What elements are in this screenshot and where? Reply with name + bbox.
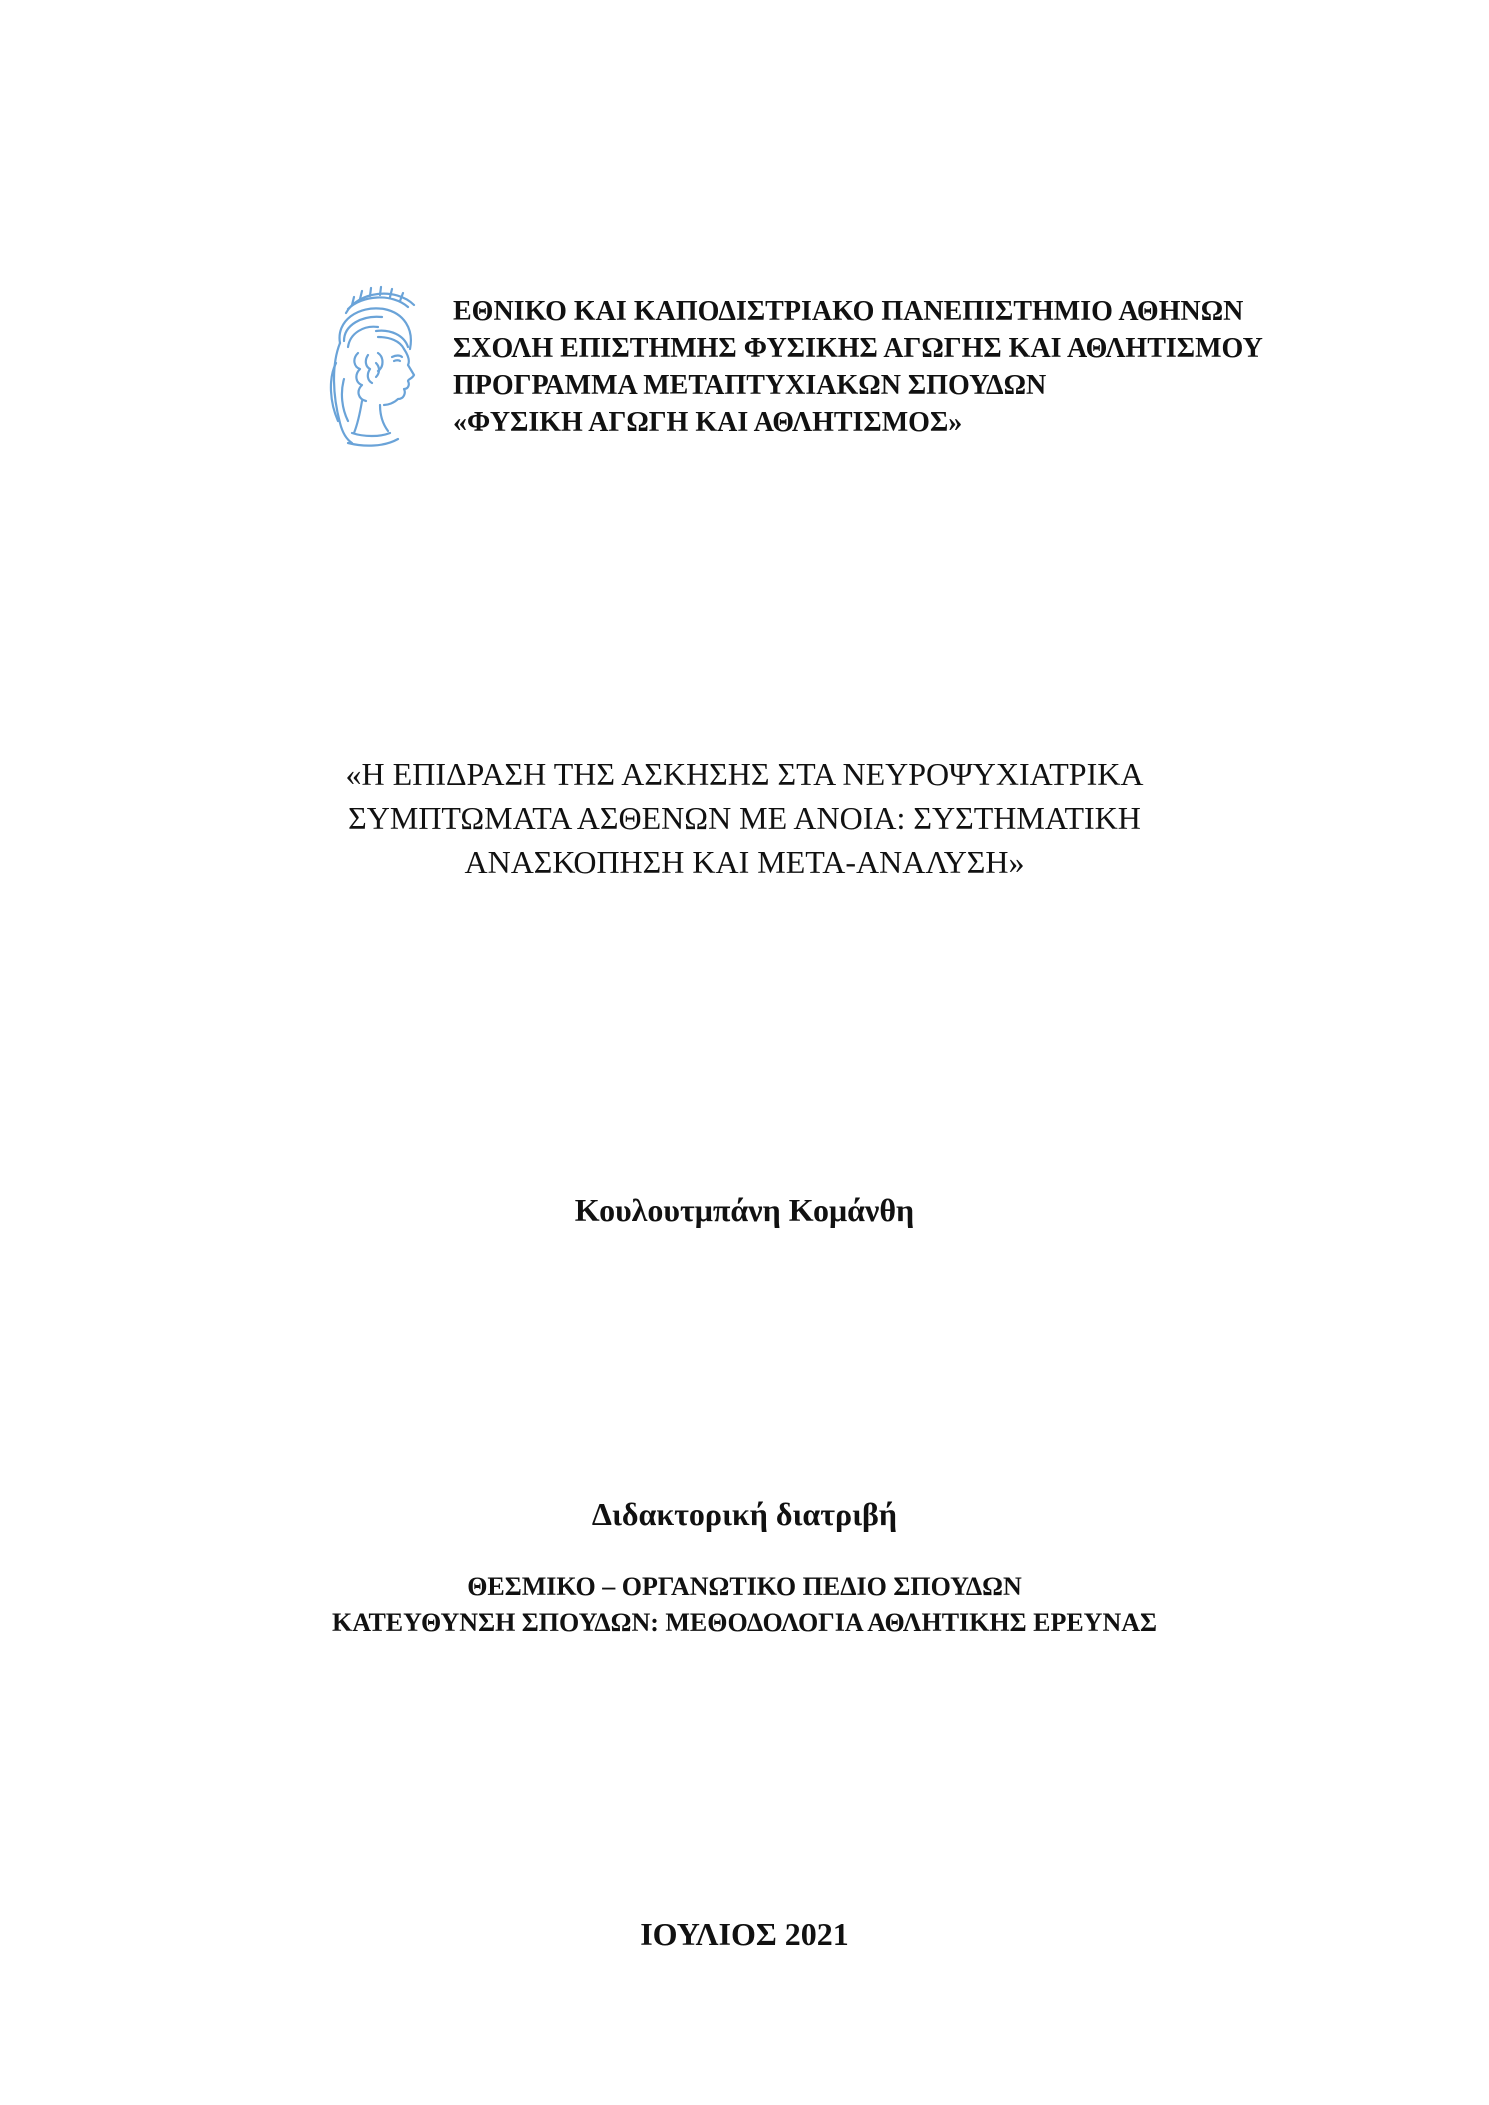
study-field: ΘΕΣΜΙΚΟ – ΟΡΓΑΝΩΤΙΚΟ ΠΕΔΙΟ ΣΠΟΥΔΩΝ <box>467 1572 1022 1601</box>
study-info <box>0 1569 1489 1641</box>
thesis-title-line-3: ΑΝΑΣΚΟΠΗΣΗ ΚΑΙ ΜΕΤΑ-ΑΝΑΛΥΣΗ» <box>464 844 1025 880</box>
thesis-title-line-2: ΣΥΜΠΤΩΜΑΤΑ ΑΣΘΕΝΩΝ ΜΕ ΑΝΟΙΑ: ΣΥΣΤΗΜΑΤΙΚΗ <box>348 800 1141 836</box>
study-direction: ΚΑΤΕΥΘΥΝΣΗ ΣΠΟΥΔΩΝ: ΜΕΘΟΔΟΛΟΓΙΑ ΑΘΛΗΤΙΚΗΣ ΕΡΕΥΝΑΣ <box>331 1608 1157 1637</box>
document-type: Διδακτορική διατριβή <box>591 1496 898 1532</box>
author-name: Κουλουτμπάνη Κομάνθη <box>574 1192 915 1228</box>
publication-date: ΙΟΥΛΙΟΣ 2021 <box>640 1916 849 1952</box>
institution-program: ΠΡΟΓΡΑΜΜΑ ΜΕΤΑΠΤΥΧΙΑΚΩΝ ΣΠΟΥΔΩΝ <box>453 370 1047 401</box>
institution-school: ΣΧΟΛΗ ΕΠΙΣΤΗΜΗΣ ΦΥΣΙΚΗΣ ΑΓΩΓΗΣ ΚΑΙ ΑΘΛΗΤΙΣΜΟΥ <box>453 333 1263 364</box>
institution-lines <box>453 293 1263 441</box>
thesis-title <box>0 752 1489 884</box>
athena-head-icon <box>318 283 423 448</box>
thesis-title-line-1: «Η ΕΠΙΔΡΑΣΗ ΤΗΣ ΑΣΚΗΣΗΣ ΣΤΑ ΝΕΥΡΟΨΥΧΙΑΤΡΙΚΑ <box>345 756 1144 792</box>
institution-program-name: «ΦΥΣΙΚΗ ΑΓΩΓΗ ΚΑΙ ΑΘΛΗΤΙΣΜΟΣ» <box>453 407 963 438</box>
university-header <box>318 283 1368 453</box>
institution-university: ΕΘΝΙΚΟ ΚΑΙ ΚΑΠΟΔΙΣΤΡΙΑΚΟ ΠΑΝΕΠΙΣΤΗΜΙΟ ΑΘΗΝΩΝ <box>453 296 1244 327</box>
